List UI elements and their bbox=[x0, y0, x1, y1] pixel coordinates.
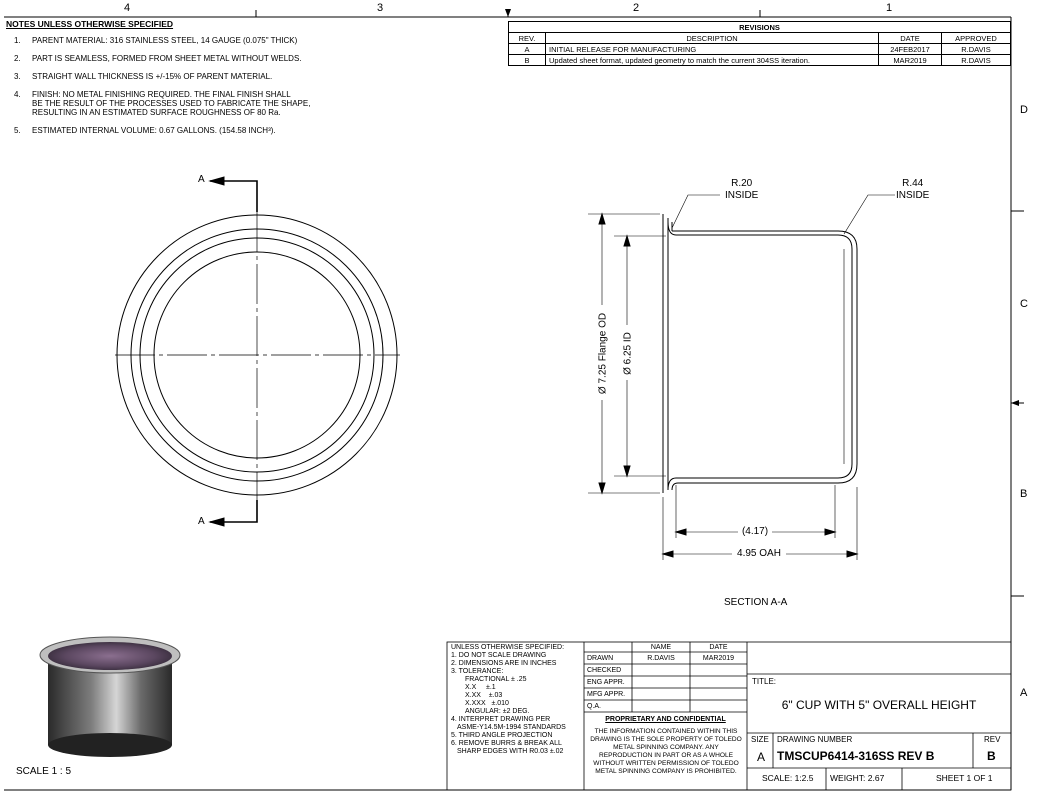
rev-header: REV. bbox=[509, 33, 546, 44]
isometric-scale-label: SCALE 1 : 5 bbox=[16, 766, 72, 777]
general-tolerances: UNLESS OTHERWISE SPECIFIED: 1. DO NOT SCALE DRAWING 2. DIMENSIONS ARE IN INCHES 3. TOLERANCE: FRACTIONAL ± .25 X.X ±.1 X.XX ±.03 X.XXX ±.010 ANGULAR: ±2 DEG. 4. INTERPRET DRAWING PER ASME-Y14.5M-1994 STANDARDS 5. THIRD ANGLE PROJECTION 6. REMOVE BURRS & BREAK ALL SHARP EDGES WITH R0.03 ±.02 bbox=[451, 644, 566, 755]
note-item: 4. FINISH: NO METAL FINISHING REQUIRED. THE FINAL FINISH SHALL BE THE RESULT OF THE PROCESSES USED TO FABRICATE THE SHAPE, RESULTING IN AN ESTIMATED SURFACE ROUGHNESS OF 80 Ra. bbox=[14, 90, 311, 117]
notes-title: NOTES UNLESS OTHERWISE SPECIFIED bbox=[6, 19, 174, 29]
drawn-date: MAR2019 bbox=[702, 655, 735, 662]
note-item: 1. PARENT MATERIAL: 316 STAINLESS STEEL, 14 GAUGE (0.075" THICK) bbox=[14, 36, 298, 45]
description-header: DESCRIPTION bbox=[546, 33, 879, 44]
date-header: DATE bbox=[879, 33, 942, 44]
proprietary-text: THE INFORMATION CONTAINED WITHIN THIS DRAWING IS THE SOLE PROPERTY OF TOLEDO METAL SPINNING COMPANY. ANY REPRODUCTION IN PART OR AS A WHOLE WITHOUT WRITTEN PERMISSION OF TOLEDO METAL SPINNING COMPANY IS PROHIBITED. bbox=[590, 728, 742, 775]
zone-label-2: 2 bbox=[633, 2, 640, 14]
notes-list bbox=[14, 36, 344, 144]
size-value: A bbox=[757, 750, 766, 764]
checked-label: CHECKED bbox=[587, 667, 622, 674]
qa-label: Q.A. bbox=[587, 703, 602, 710]
revisions-table bbox=[508, 21, 1011, 66]
zone-label-d: D bbox=[1020, 104, 1028, 116]
section-label: SECTION A-A bbox=[724, 597, 788, 608]
zone-label-4: 4 bbox=[124, 2, 131, 14]
section-view bbox=[588, 195, 895, 560]
top-view bbox=[115, 177, 400, 526]
title-label: TITLE: bbox=[752, 677, 777, 686]
drawing-number-label: DRAWING NUMBER bbox=[777, 735, 853, 744]
scale-value: SCALE: 1:2.5 bbox=[762, 773, 814, 783]
drawing-title: 6" CUP WITH 5" OVERALL HEIGHT bbox=[781, 698, 977, 712]
drawn-label: DRAWN bbox=[587, 655, 614, 662]
weight-value: WEIGHT: 2.67 bbox=[830, 773, 885, 783]
zone-label-a: A bbox=[1020, 687, 1028, 699]
note-item: 5. ESTIMATED INTERNAL VOLUME: 0.67 GALLONS. (154.58 INCH³). bbox=[14, 126, 276, 135]
isometric-cup-image bbox=[40, 637, 180, 757]
name-header: NAME bbox=[650, 644, 672, 651]
zone-label-3: 3 bbox=[377, 2, 384, 14]
flange-od-dimension: Ø 7.25 Flange OD bbox=[597, 312, 609, 395]
zone-label-b: B bbox=[1020, 488, 1028, 500]
drawn-name: R.DAVIS bbox=[647, 655, 675, 662]
mfg-appr-label: MFG APPR. bbox=[587, 691, 626, 698]
table-row: A INITIAL RELEASE FOR MANUFACTURING 24FEB2017 R.DAVIS bbox=[509, 44, 1011, 55]
proprietary-title: PROPRIETARY AND CONFIDENTIAL bbox=[605, 716, 726, 723]
radius-left-label: R.20 INSIDE bbox=[725, 178, 759, 201]
note-item: 2. PART IS SEAMLESS, FORMED FROM SHEET METAL WITHOUT WELDS. bbox=[14, 54, 302, 63]
zone-label-1: 1 bbox=[886, 2, 893, 14]
size-label: SIZE bbox=[751, 735, 769, 744]
revisions-title: REVISIONS bbox=[509, 22, 1011, 33]
date-header: DATE bbox=[709, 644, 728, 651]
section-marker-bottom: A bbox=[198, 516, 205, 527]
rev-value: B bbox=[987, 749, 996, 763]
table-row: B Updated sheet format, updated geometry to match the current 304SS iteration. MAR2019 R.DAVIS bbox=[509, 55, 1011, 66]
approved-header: APPROVED bbox=[942, 33, 1011, 44]
rev-label: REV bbox=[984, 735, 1001, 744]
depth-dimension: (4.17) bbox=[741, 526, 769, 537]
id-dimension: Ø 6.25 ID bbox=[622, 332, 634, 375]
drawing-number: TMSCUP6414-316SS REV B bbox=[777, 749, 935, 763]
zone-label-c: C bbox=[1020, 298, 1028, 310]
note-item: 3. STRAIGHT WALL THICKNESS IS +/-15% OF PARENT MATERIAL. bbox=[14, 72, 273, 81]
sheet-value: SHEET 1 OF 1 bbox=[936, 773, 993, 783]
eng-appr-label: ENG APPR. bbox=[587, 679, 625, 686]
oah-dimension: 4.95 OAH bbox=[737, 548, 781, 559]
section-marker-top: A bbox=[198, 174, 205, 185]
radius-right-label: R.44 INSIDE bbox=[896, 178, 930, 201]
